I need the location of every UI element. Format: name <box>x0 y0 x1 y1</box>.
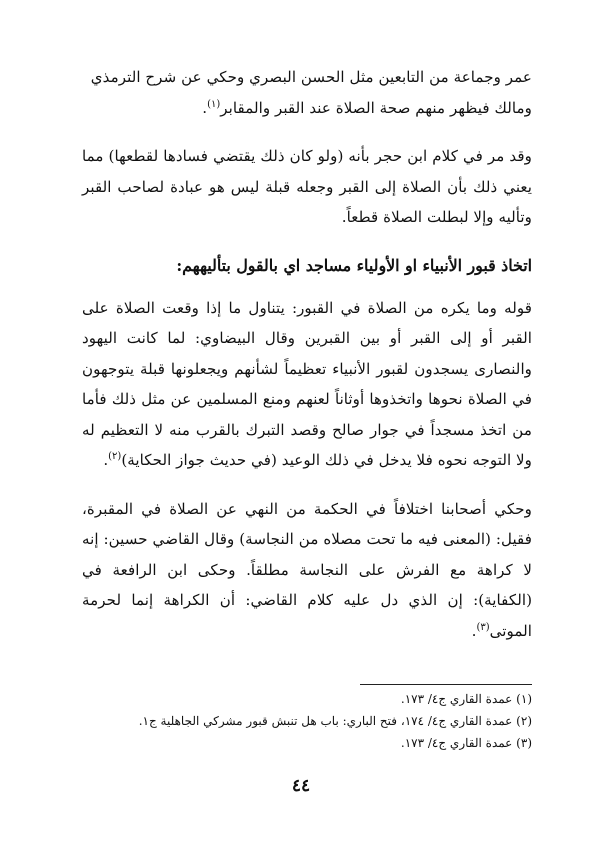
footnote-1-text: عمدة القاري ج٤/ ١٧٣. <box>400 692 513 706</box>
paragraph-1-line-1: عمر وجماعة من التابعين مثل الحسن البصري وحكي عن شرح الترمذي <box>90 68 532 86</box>
footnote-1-number: (١) <box>516 692 532 706</box>
footnote-1 <box>82 688 532 710</box>
paragraph-4-text: وحكي أصحابنا اختلافاً في الحكمة من النهي عن الصلاة في المقبرة، فقيل: (المعنى فيه ما تحت مصلاه من النجاسة) وقال القاضي حسين: إنه لا كراهة مع الفرش على النجاسة مطلقاً. وحكى ابن الرافعة في (الكفاية): إن الذي دل عليه كلام القاضي: أن الكراهة إنما لحرمة الموتى <box>82 499 532 640</box>
footnote-ref-1: (١) <box>207 98 221 110</box>
footnote-ref-2: (٢) <box>108 450 122 462</box>
footnote-2-number: (٢) <box>516 714 532 728</box>
footnote-divider <box>360 684 532 685</box>
footnotes <box>82 688 532 754</box>
paragraph-1 <box>82 62 532 123</box>
paragraph-1-end: . <box>202 98 208 117</box>
footnote-2-text: عمدة القاري ج٤/ ١٧٤، فتح الباري: باب هل تنبش قبور مشركي الجاهلية ج١. <box>138 714 513 728</box>
paragraph-3-text: قوله وما يكره من الصلاة في القبور: يتناول ما إذا وقعت الصلاة على القبر أو إلى القبر أو بين القبرين وقال البيضاوي: لما كانت اليهود والنصارى يسجدون لقبور الأنبياء تعظيماً لشأنهم ويجعلونها قبلة يتوجهون في الصلاة نحوها واتخذوها أوثاناً لعنهم ومنع المسلمين عن مثل ذلك فأما من اتخذ مسجداً في جوار صالح وقصد التبرك بالقرب منه لا التعظيم له ولا التوجه نحوه فلا يدخل في ذلك الوعيد (في حديث جواز الحكاية) <box>82 298 532 469</box>
paragraph-4 <box>82 494 532 647</box>
footnote-ref-3: (٣) <box>476 621 490 633</box>
paragraph-4-end: . <box>471 621 477 640</box>
paragraph-3 <box>82 293 532 476</box>
page-body <box>82 62 532 646</box>
footnote-3-number: (٣) <box>516 736 532 750</box>
footnote-3-text: عمدة القاري ج٤/ ١٧٣. <box>400 736 513 750</box>
paragraph-2: وقد مر في كلام ابن حجر بأنه (ولو كان ذلك يقتضي فسادها لقطعها) مما يعني ذلك بأن الصلاة إلى القبر وجعله قبلة ليس هو عبادة لصاحب القبر وتأليه وإلا لبطلت الصلاة قطعاً. <box>82 147 532 226</box>
paragraph-1-line-2: ومالك فيظهر منهم صحة الصلاة عند القبر والمقابر <box>220 98 532 117</box>
footnote-2 <box>82 710 532 732</box>
section-heading: اتخاذ قبور الأنبياء او الأولياء مساجد اي بالقول بتأليههم: <box>176 255 532 275</box>
footnote-3 <box>82 732 532 754</box>
page-number: ٤٤ <box>291 776 311 796</box>
paragraph-3-end: . <box>103 451 109 469</box>
